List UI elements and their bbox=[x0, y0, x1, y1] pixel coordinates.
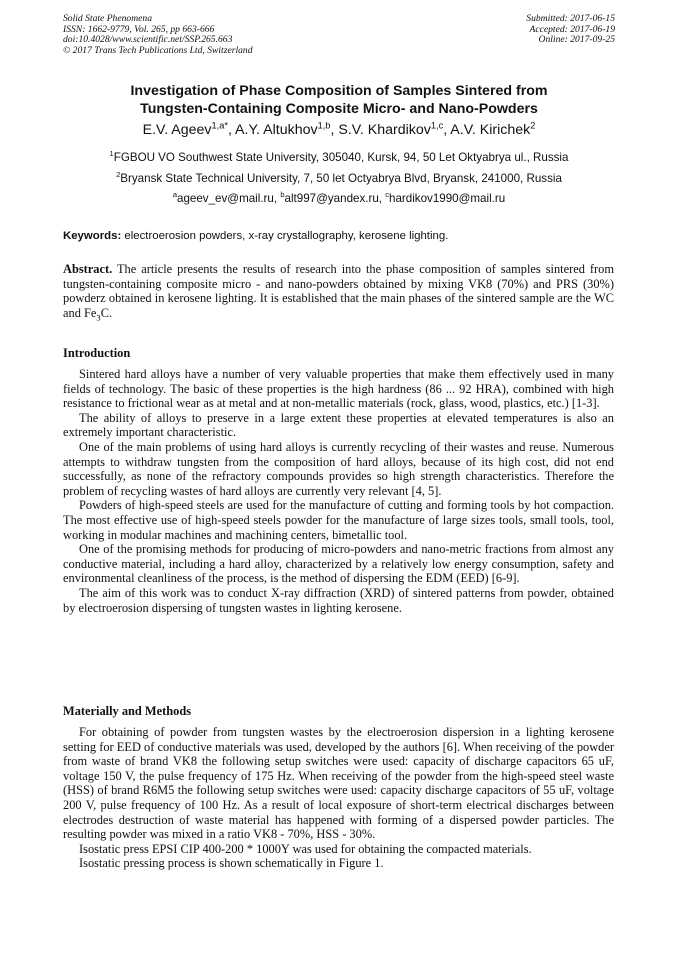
keywords-label: Keywords: bbox=[63, 230, 122, 242]
submitted-date: Submitted: 2017-06-15 bbox=[526, 13, 615, 24]
author-sup: 1,a* bbox=[211, 120, 228, 131]
journal-doi: doi:10.4028/www.scientific.net/SSP.265.663 bbox=[63, 34, 233, 46]
abstract-subscript: 3 bbox=[96, 312, 101, 323]
paragraph: One of the promising methods for producing of micro-powders and nano-metric fractions from almost any conductive material, including a hard alloy, characterized by a relatively low energy consumption, safety and environmental cleanliness of the process, is the method of dispersing the EDM (EED) [6-9]. bbox=[63, 542, 614, 586]
affiliation-2 bbox=[30, 172, 648, 186]
title-line-2: Tungsten-Containing Composite Micro- and Nano-Powders bbox=[140, 101, 538, 117]
methods-heading: Materially and Methods bbox=[63, 704, 192, 718]
author-sup: 2 bbox=[530, 120, 536, 131]
affiliation-sup: 2 bbox=[116, 170, 121, 180]
paragraph: Isostatic press EPSI CIP 400-200 * 1000Y was used for obtaining the compacted materials. bbox=[79, 841, 532, 856]
paragraph: Isostatic pressing process is shown schematically in Figure 1. bbox=[79, 856, 384, 871]
author-name: A.V. Kirichek bbox=[450, 122, 531, 138]
email-sup: b bbox=[280, 190, 285, 200]
abstract-label: Abstract. bbox=[63, 262, 113, 276]
author-name: S.V. Khardikov bbox=[338, 122, 431, 138]
paper-title bbox=[40, 82, 638, 118]
title-line-1: Investigation of Phase Composition of Samples Sintered from bbox=[130, 83, 548, 99]
journal-header-left bbox=[63, 14, 253, 56]
abstract-tail: C. bbox=[100, 305, 113, 320]
email-sup: c bbox=[385, 190, 390, 200]
email-link[interactable]: ageev_ev@mail.ru bbox=[177, 192, 274, 205]
paragraph: Sintered hard alloys have a number of very valuable properties that make them effectively used in many fields of technology. The basic of these properties is the high hardness (86 ... 92 HRA), combined with high resistance to frictional wear as at metal and at non-metallic materials (rock, glass, wood, plastics, etc.) [1-3]. bbox=[63, 367, 614, 411]
paragraph: One of the main problems of using hard alloys is currently recycling of their wastes and reuse. Numerous attempts to withdraw tungsten from the composition of hard alloys, because of its high cost, did not end successfully, as none of the refractory compounds provides so high strength characteristics. Therefore the problem of recycling wastes of hard alloys are currently very relevant [4, 5]. bbox=[63, 439, 614, 498]
paragraph: For obtaining of powder from tungsten wastes by the electroerosion dispersion in a lighting kerosene setting for EED of conductive materials was used, developed by the authors [6]. When receiving of the powder from waste of brand VK8 the following setup switches were used: capacity of discharge capacitors 65 uF, voltage 150 V, the pulse frequency of 175 Hz. When receiving of the powder from the high-speed steel waste (HSS) of brand R6M5 the following setup switches were used: capacity discharge capacitors of 55 uF, voltage 200 V, pulse frequency of 100 Hz. As a result of local exposure of short-term electrical discharges between electrodes destruction of waste material has happened with forming of a dispersed powder particles. The resulting powder was mixed in a ratio VK8 - 70%, HSS - 30%. bbox=[63, 725, 614, 842]
affiliation-1 bbox=[30, 151, 648, 165]
introduction-heading: Introduction bbox=[63, 346, 131, 360]
author-name: E.V. Ageev bbox=[142, 122, 212, 138]
email-list: $^a$ageev_ev@mail.ru, $^b$alt997@yandex.ru, $^c$hardikov1990@mail.ru bbox=[172, 190, 506, 205]
paragraph: The aim of this work was to conduct X-ray diffraction (XRD) of sintered patterns from powder, obtained by electroerosion dispersing of tungsten wastes in lighting kerosene. bbox=[63, 585, 614, 615]
affiliation-text: Bryansk State Technical University, 7, 50 let Octyabrya Blvd, Bryansk, 241000, Russia bbox=[120, 172, 562, 185]
author-sup: 1,c bbox=[430, 120, 444, 131]
keywords bbox=[63, 229, 448, 243]
keywords-text: electroerosion powders, x-ray crystallography, kerosene lighting. bbox=[121, 230, 449, 242]
author-sup: 1,b bbox=[317, 120, 331, 131]
email-sup: a bbox=[172, 190, 178, 200]
journal-issn: ISSN: 1662-9779, Vol. 265, pp 663-666 bbox=[63, 23, 215, 35]
paragraph: Powders of high-speed steels are used for the manufacture of cutting and forming tools by hot compaction. The most effective use of high-speed steels powder for the manufacture of large sizes tools, small tools, tool, working in modular machines and machining centers, bimetallic tool. bbox=[63, 498, 614, 542]
abstract bbox=[63, 262, 614, 323]
author-name: A.Y. Altukhov bbox=[235, 122, 318, 138]
email-link[interactable]: hardikov1990@mail.ru bbox=[389, 192, 506, 205]
online-date: Online: 2017-09-25 bbox=[538, 34, 615, 46]
affiliation-sup: 1 bbox=[109, 149, 114, 159]
paragraph: The ability of alloys to preserve in a large extent these properties at elevated temperatures is also an extremely important characteristic. bbox=[63, 410, 614, 440]
journal-name: Solid State Phenomena bbox=[63, 13, 152, 24]
author-list: E.V. Ageev$^{1,a*}$, A.Y. Altukhov$^{1,b}$, S.V. Khardikov$^{1,c}$, A.V. Kirichek$^2$ bbox=[142, 120, 536, 138]
abstract-text: The article presents the results of research into the phase composition of samples sintered from tungsten-containing composite micro - and nano-powders obtained by mixing VK8 (70%) and PRS (30%) powderz obtained in kerosene lighting. It is established that the main phases of the sintered sample are the WC and Fe bbox=[63, 262, 614, 320]
affiliation-text: FGBOU VO Southwest State University, 305040, Kursk, 94, 50 Let Oktyabrya ul., Russia bbox=[113, 151, 569, 164]
introduction-body bbox=[63, 367, 614, 615]
methods-body bbox=[63, 725, 614, 871]
journal-copyright: © 2017 Trans Tech Publications Ltd, Switzerland bbox=[63, 44, 253, 56]
email-link[interactable]: alt997@yandex.ru bbox=[284, 192, 379, 205]
accepted-date: Accepted: 2017-06-19 bbox=[529, 23, 615, 35]
journal-header-right bbox=[526, 14, 615, 46]
